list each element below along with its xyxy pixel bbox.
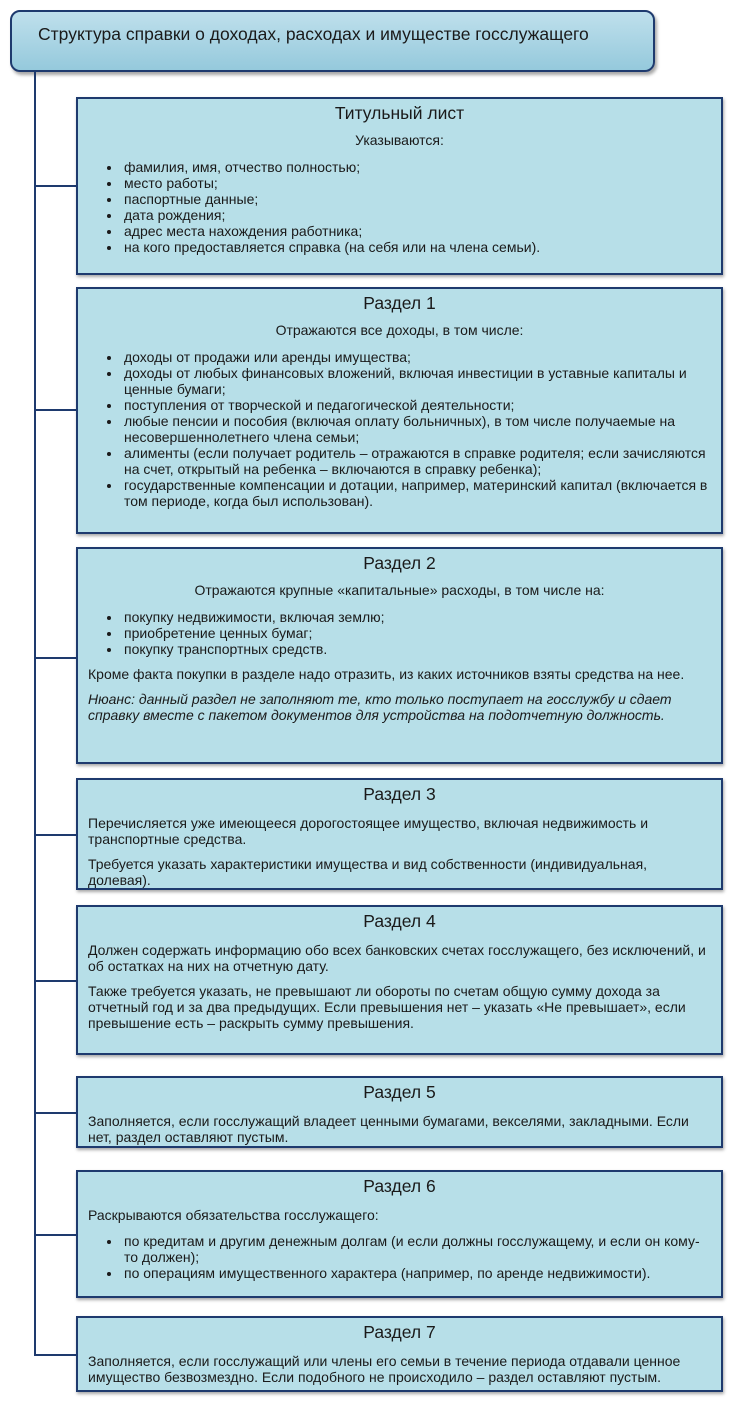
section-4 <box>76 905 723 1055</box>
list-item: • алименты (если получает родитель – отражаются в справке родителя; если зачисляются на счет, открытый на ребенка – включаются в справку ребенка); <box>122 445 711 477</box>
section-3 <box>76 778 723 890</box>
section-list <box>88 609 711 657</box>
list-item: • место работы; <box>122 175 711 191</box>
connector-branch-2 <box>34 657 76 659</box>
section-paragraph: Должен содержать информацию обо всех банковских счетах госслужащего, без исключений, и об остатках на них на отчетную дату. <box>88 942 706 974</box>
section-paragraph: Кроме факта покупки в разделе надо отразить, из каких источников взяты средства на нее. <box>88 666 685 682</box>
list-item: • приобретение ценных бумаг; <box>122 625 711 641</box>
connector-branch-3 <box>34 834 76 836</box>
section-heading: Раздел 2 <box>363 553 436 573</box>
section-paragraph: Также требуется указать, не превышают ли обороты по счетам общую сумму дохода за отчетный год и за два предыдущих. Если превышения нет – указать «Не превышает», если превышение есть – раскрыть сумму превышения. <box>88 983 686 1031</box>
list-item: • по кредитам и другим денежным долгам (и если должны госслужащему, и если он кому-то должен); <box>122 1233 711 1265</box>
section-intro: Отражаются все доходы, в том числе: <box>275 322 524 338</box>
section-paragraph: Заполняется, если госслужащий владеет ценными бумагами, векселями, закладными. Если нет, раздел оставляют пустым. <box>88 1113 689 1145</box>
section-7 <box>76 1316 723 1392</box>
section-heading: Раздел 5 <box>363 1082 436 1102</box>
diagram-title-box <box>10 10 655 72</box>
section-list <box>88 349 711 509</box>
section-1 <box>76 287 723 534</box>
section-heading: Раздел 1 <box>363 293 436 313</box>
connector-branch-5 <box>34 1112 76 1114</box>
section-paragraph: Раскрываются обязательства госслужащего: <box>88 1207 379 1223</box>
list-item: • покупку недвижимости, включая землю; <box>122 609 711 625</box>
section-list <box>88 1233 711 1281</box>
list-item: • паспортные данные; <box>122 191 711 207</box>
section-nuance: Нюанс: данный раздел не заполняют те, кто только поступает на госслужбу и сдает справку вместе с пакетом документов для устройства на подотчетную должность. <box>88 691 672 723</box>
section-heading: Раздел 4 <box>363 911 436 931</box>
section-paragraph: Заполняется, если госслужащий или члены его семьи в течение периода отдавали ценное имущество безвозмездно. Если подобного не происходило – раздел оставляют пустым. <box>88 1353 681 1385</box>
list-item: • любые пенсии и пособия (включая оплату больничных), в том числе получаемые на несовершеннолетнего члена семьи; <box>122 413 711 445</box>
section-paragraph: Требуется указать характеристики имущества и вид собственности (индивидуальная, долевая). <box>88 856 648 888</box>
list-item: • фамилия, имя, отчество полностью; <box>122 159 711 175</box>
connector-branch-title <box>34 185 76 187</box>
section-intro: Указываются: <box>355 132 444 148</box>
list-item: • адрес места нахождения работника; <box>122 223 711 239</box>
diagram-title: Структура справки о доходах, расходах и имуществе госслужащего <box>38 24 589 44</box>
connector-branch-7 <box>34 1354 76 1356</box>
list-item: • поступления от творческой и педагогической деятельности; <box>122 397 711 413</box>
list-item: • дата рождения; <box>122 207 711 223</box>
list-item: • доходы от любых финансовых вложений, включая инвестиции в уставные капиталы и ценные бумаги; <box>122 365 711 397</box>
section-paragraph: Перечисляется уже имеющееся дорогостоящее имущество, включая недвижимость и транспортные средства. <box>88 815 649 847</box>
list-item: • по операциям имущественного характера (например, по аренде недвижимости). <box>122 1265 711 1281</box>
section-intro: Отражаются крупные «капитальные» расходы, в том числе на: <box>194 582 605 598</box>
section-heading: Раздел 6 <box>363 1176 436 1196</box>
connector-trunk <box>34 72 36 1355</box>
section-heading: Раздел 7 <box>363 1322 436 1342</box>
list-item: • покупку транспортных средств. <box>122 641 711 657</box>
section-heading: Титульный лист <box>334 103 465 123</box>
section-2 <box>76 547 723 764</box>
section-title-page <box>76 97 723 275</box>
connector-branch-6 <box>34 1234 76 1236</box>
list-item: • государственные компенсации и дотации, например, материнский капитал (включается в том периоде, когда был использован). <box>122 477 711 509</box>
connector-branch-4 <box>34 980 76 982</box>
section-5 <box>76 1076 723 1148</box>
section-heading: Раздел 3 <box>363 784 436 804</box>
connector-branch-1 <box>34 409 76 411</box>
list-item: • доходы от продажи или аренды имущества; <box>122 349 711 365</box>
section-list <box>88 159 711 255</box>
section-6 <box>76 1170 723 1298</box>
list-item: • на кого предоставляется справка (на себя или на члена семьи). <box>122 239 711 255</box>
